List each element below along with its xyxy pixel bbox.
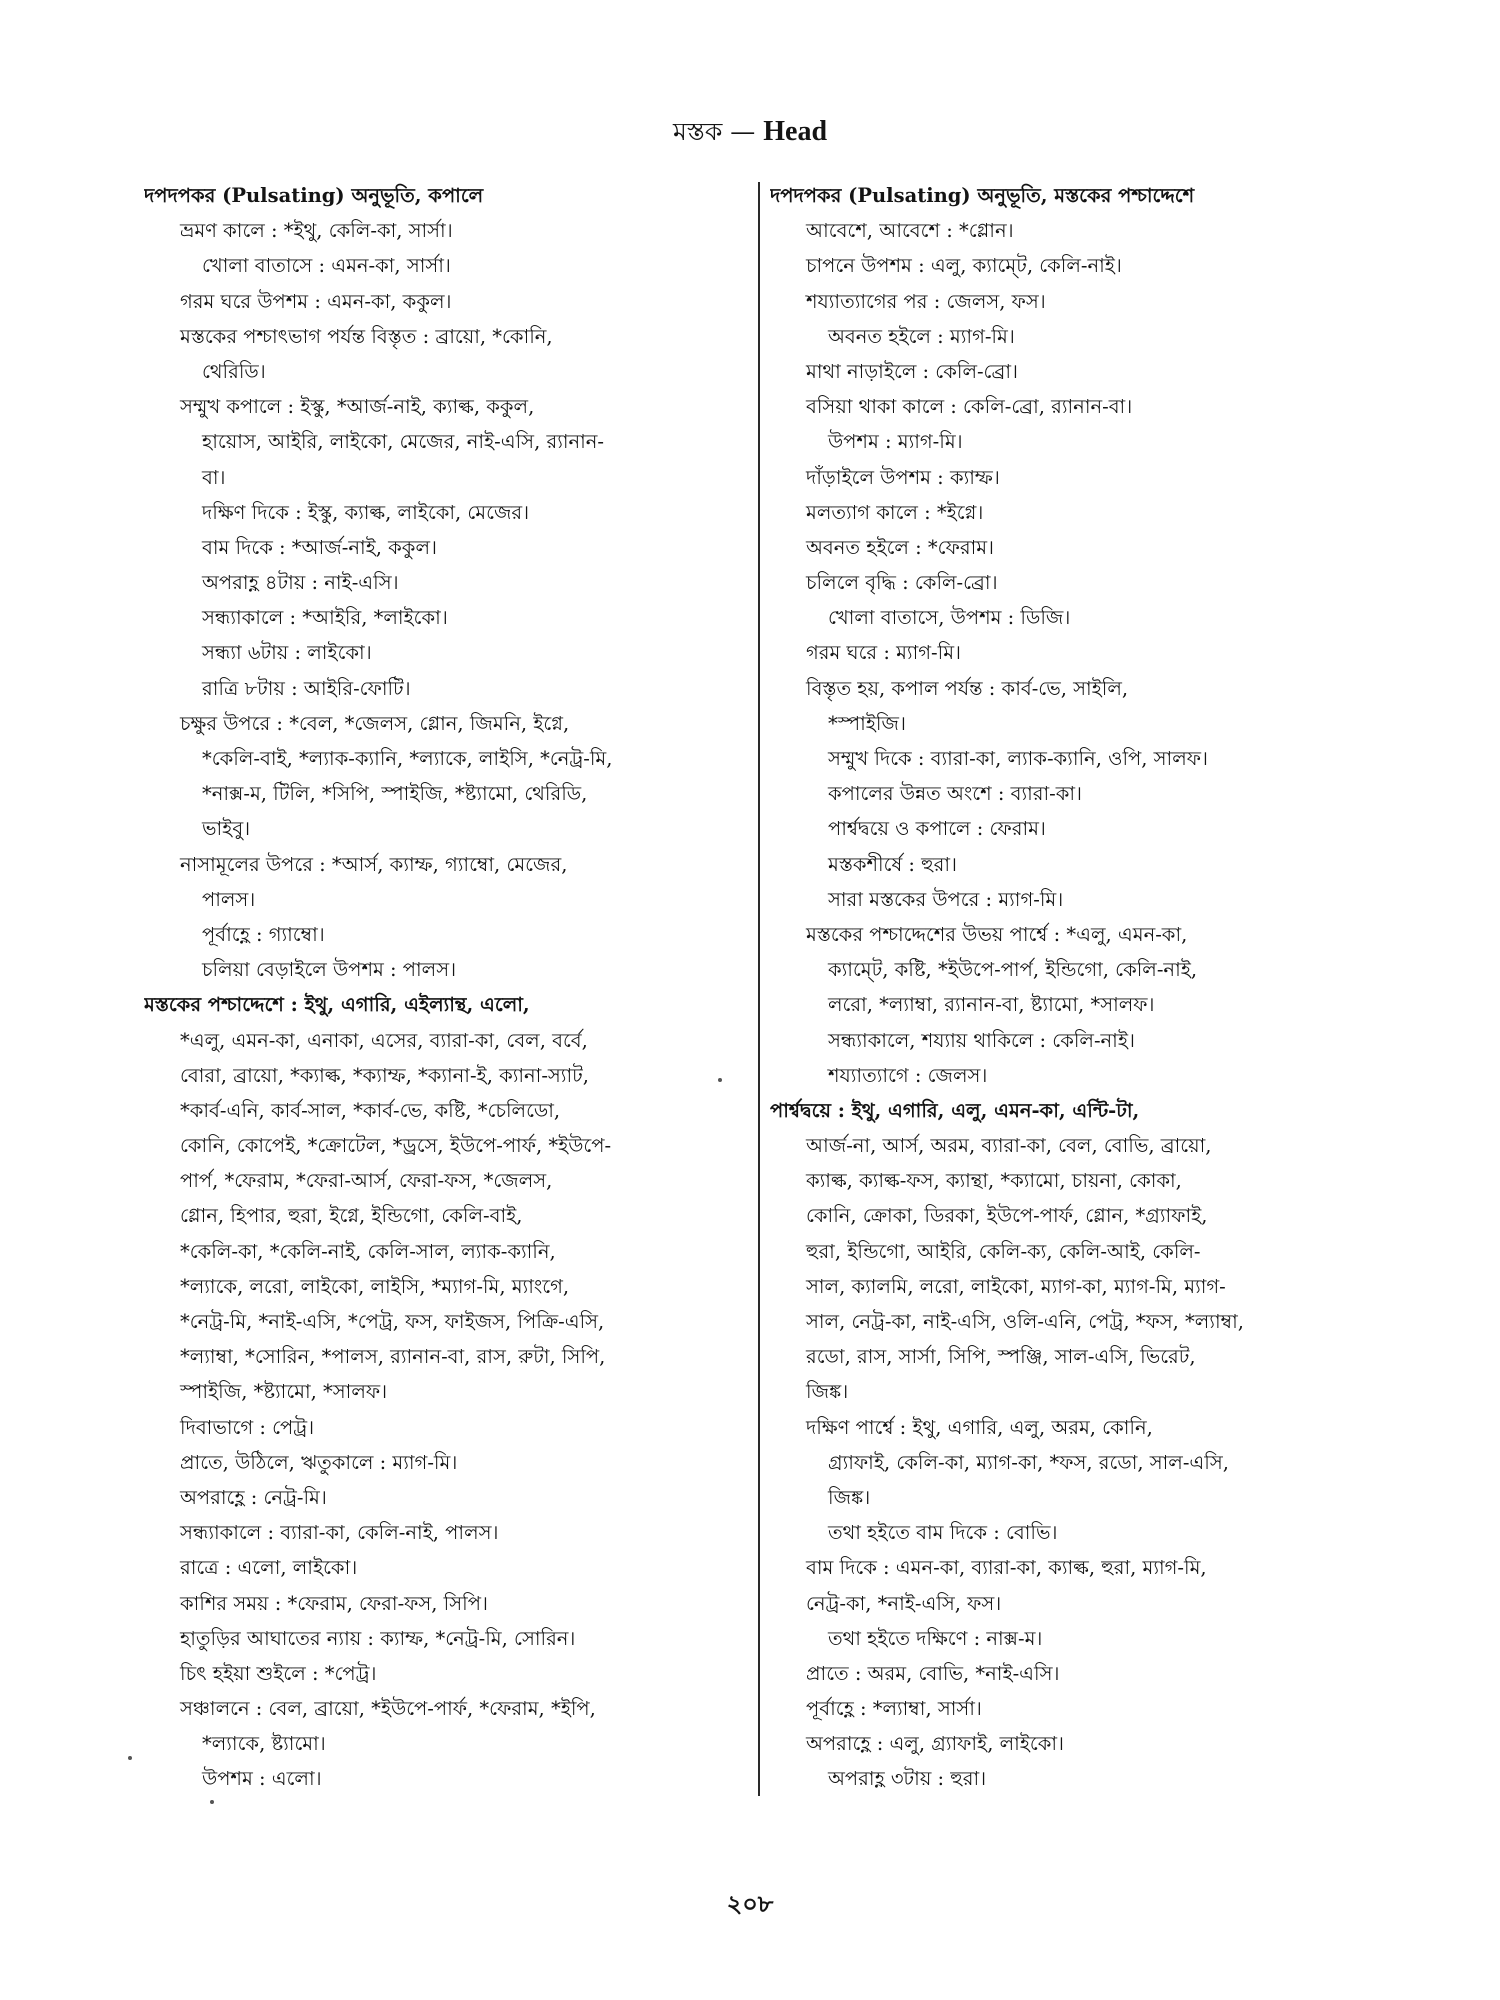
speck-mark xyxy=(128,1756,132,1760)
entry-line: মস্তকের পশ্চাদ্দেশের উভয় পার্শ্বে : *এলু, এমন-কা, xyxy=(806,922,1188,946)
entry-line: অবনত হইলে : *ফেরাম। xyxy=(806,535,995,559)
entry-line: *কেলি-কা, *কেলি-নাই, কেলি-সাল, ল্যাক-ক্যানি, xyxy=(180,1239,556,1263)
speck-mark xyxy=(718,1078,722,1082)
header-english: Head xyxy=(763,116,828,147)
entry-line: প্রাতে : অরম, বোভি, *নাই-এসি। xyxy=(806,1661,1060,1685)
entry-line: গরম ঘরে উপশম : এমন-কা, ককুল। xyxy=(180,289,452,313)
entry-line: দিবাভাগে : পেট্র। xyxy=(180,1415,315,1439)
entry-line: অবনত হইলে : ম্যাগ-মি। xyxy=(828,324,1015,348)
entry-line: বসিয়া থাকা কালে : কেলি-ব্রো, র‍্যানান-বা। xyxy=(806,395,1133,419)
header-separator: — xyxy=(722,117,764,146)
entry-line: সঞ্চালনে : বেল, ব্রায়ো, *ইউপে-পার্ফ, *ফেরাম, *ইপি, xyxy=(180,1697,596,1721)
entry-line: দাঁড়াইলে উপশম : ক্যাম্ফ। xyxy=(806,465,1000,489)
column-divider xyxy=(758,182,760,1796)
entry-line: সন্ধ্যাকালে, শয্যায় থাকিলে : কেলি-নাই। xyxy=(828,1028,1135,1052)
entry-line: অপরাহ্ণ ৩টায় : হুরা। xyxy=(828,1767,987,1791)
entry-line: রাত্রি ৮টায় : আইরি-ফোটি। xyxy=(202,676,411,700)
entry-line: রাত্রে : এলো, লাইকো। xyxy=(180,1556,358,1580)
entry-line: জিঙ্ক। xyxy=(806,1380,849,1404)
entry-line: রডো, রাস, সার্সা, সিপি, স্পঞ্জি, সাল-এসি, ভিরেট, xyxy=(806,1345,1196,1369)
entry-line: বাম দিকে : এমন-কা, ব্যারা-কা, ক্যাল্ক, হুরা, ম্যাগ-মি, xyxy=(806,1556,1207,1580)
entry-line: *স্পাইজি। xyxy=(828,711,906,735)
entry-line: *ল্যাকে, লরো, লাইকো, লাইসি, *ম্যাগ-মি, ম্যাংগে, xyxy=(180,1274,570,1298)
page-number: ২০৮ xyxy=(726,1889,774,1918)
entry-line: বোরা, ব্রায়ো, *ক্যাল্ক, *ক্যাম্ফ, *ক্যানা-ই, ক্যানা-স্যাট, xyxy=(180,1063,589,1087)
entry-line: সাল, নেট্র-কা, নাই-এসি, ওলি-এনি, পেট্র, *ফস, *ল্যাম্বা, xyxy=(806,1310,1244,1333)
entry-line: *এলু, এমন-কা, এনাকা, এসের, ব্যারা-কা, বেল, বর্বে, xyxy=(180,1028,588,1052)
entry-line: হায়োস, আইরি, লাইকো, মেজের, নাই-এসি, র‍্যানান- xyxy=(202,430,605,454)
entry-line: নেট্র-কা, *নাই-এসি, ফস। xyxy=(806,1591,1002,1615)
entry-line: চলিয়া বেড়াইলে উপশম : পালস। xyxy=(202,958,457,982)
entry-line: সম্মুখ কপালে : ইস্কু, *আর্জ-নাই, ক্যাল্ক, ককুল, xyxy=(180,395,535,419)
entry-line: হাতুড়ির আঘাতের ন্যায় : ক্যাম্ফ, *নেট্র-মি, সোরিন। xyxy=(180,1626,576,1650)
entry-line: পার্প, *ফেরাম, *ফেরা-আর্স, ফেরা-ফস, *জেলস, xyxy=(180,1169,553,1193)
left-column xyxy=(144,178,756,1797)
entry-line: বা। xyxy=(202,465,226,489)
entry-line: জিঙ্ক। xyxy=(828,1485,871,1509)
entry-line: সন্ধ্যাকালে : *আইরি, *লাইকো। xyxy=(202,606,448,630)
entry-line: কপালের উন্নত অংশে : ব্যারা-কা। xyxy=(828,782,1083,806)
entry-line: *ল্যাম্বা, *সোরিন, *পালস, র‍্যানান-বা, রাস, রুটা, সিপি, xyxy=(180,1345,606,1369)
entry-line: *কার্ব-এনি, কার্ব-সাল, *কার্ব-ভে, কষ্টি, *চেলিডো, xyxy=(180,1098,561,1122)
entry-line: কাশির সময় : *ফেরাম, ফেরা-ফস, সিপি। xyxy=(180,1591,488,1615)
entry-line: ক্যাম্টে, কষ্টি, *ইউপে-পার্প, ইন্ডিগো, কেলি-নাই, xyxy=(828,958,1198,982)
entry-line: ভাইবু। xyxy=(202,817,251,841)
entry-line: ক্যাল্ক, ক্যাল্ক-ফস, ক্যান্থা, *ক্যামো, চায়না, কোকা, xyxy=(806,1169,1182,1193)
entry-line: পালস। xyxy=(202,887,256,911)
entry-line: সাল, ক্যালমি, লরো, লাইকো, ম্যাগ-কা, ম্যাগ-মি, ম্যাগ- xyxy=(806,1274,1226,1298)
entry-heading: দপদপকর (Pulsating) অনুভূতি, কপালে xyxy=(144,184,484,207)
entry-line: *কেলি-বাই, *ল্যাক-ক্যানি, *ল্যাকে, লাইসি, *নেট্র-মি, xyxy=(202,747,613,770)
entry-line: শয্যাত্যাগের পর : জেলস, ফস। xyxy=(806,289,1046,313)
entry-line: চিৎ হইয়া শুইলে : *পেট্র। xyxy=(180,1661,377,1685)
entry-line: চাপনে উপশম : এলু, ক্যাম্টে, কেলি-নাই। xyxy=(806,254,1122,278)
entry-line: সম্মুখ দিকে : ব্যারা-কা, ল্যাক-ক্যানি, ওপি, সালফ। xyxy=(828,747,1208,770)
entry-line: দক্ষিণ পার্শ্বে : ইথু, এগারি, এলু, অরম, কোনি, xyxy=(806,1415,1153,1439)
entry-line: পূর্বাহ্ণে : গ্যাম্বো। xyxy=(202,922,325,946)
entry-line: গরম ঘরে : ম্যাগ-মি। xyxy=(806,641,961,665)
entry-line: থেরিডি। xyxy=(202,359,266,383)
entry-heading: পার্শ্বদ্বয়ে : ইথু, এগারি, এলু, এমন-কা, এন্টি-টা, xyxy=(770,1098,1140,1122)
right-column xyxy=(770,178,1390,1797)
entry-line: স্পাইজি, *ষ্ট্যামো, *সালফ। xyxy=(180,1380,388,1404)
entry-line: হুরা, ইন্ডিগো, আইরি, কেলি-ক্য, কেলি-আই, কেলি- xyxy=(806,1239,1201,1263)
entry-line: কোনি, ক্রোকা, ডিরকা, ইউপে-পার্ফ, গ্লোন, *গ্র্যাফাই, xyxy=(806,1204,1208,1228)
page-header xyxy=(0,112,1500,155)
entry-heading: মস্তকের পশ্চাদ্দেশে : ইথু, এগারি, এইল্যান্থ, এলো, xyxy=(144,993,530,1017)
entry-line: উপশম : ম্যাগ-মি। xyxy=(828,430,963,454)
entry-line: বিস্তৃত হয়, কপাল পর্যন্ত : কার্ব-ভে, সাইলি, xyxy=(806,676,1129,700)
entry-line: তথা হইতে বাম দিকে : বোভি। xyxy=(828,1521,1058,1545)
entry-line: সারা মস্তকের উপরে : ম্যাগ-মি। xyxy=(828,887,1064,911)
entry-line: মস্তকের পশ্চাৎভাগ পর্যন্ত বিস্তৃত : ব্রায়ো, *কোনি, xyxy=(180,324,553,348)
entry-line: *ল্যাকে, ষ্ট্যামো। xyxy=(202,1732,326,1756)
entry-line: পূর্বাহ্ণে : *ল্যাম্বা, সার্সা। xyxy=(806,1697,982,1721)
entry-line: আবেশে, আবেশে : *গ্লোন। xyxy=(806,219,1014,243)
entry-line: পার্শ্বদ্বয়ে ও কপালে : ফেরাম। xyxy=(828,817,1046,841)
entry-line: চক্ষুর উপরে : *বেল, *জেলস, গ্লোন, জিমনি, ইগ্নে, xyxy=(180,711,570,735)
entry-line: ভ্রমণ কালে : *ইথু, কেলি-কা, সার্সা। xyxy=(180,219,453,243)
entry-line: খোলা বাতাসে, উপশম : ডিজি। xyxy=(828,606,1071,630)
entry-line: আর্জ-না, আর্স, অরম, ব্যারা-কা, বেল, বোভি, ব্রায়ো, xyxy=(806,1134,1212,1158)
entry-line: অপরাহ্ণে : এলু, গ্র্যাফাই, লাইকো। xyxy=(806,1732,1065,1756)
entry-line: কোনি, কোপেই, *ক্রোটেল, *ড্রসে, ইউপে-পার্ফ, *ইউপে- xyxy=(180,1134,612,1158)
entry-line: লরো, *ল্যাম্বা, র‍্যানান-বা, ষ্ট্যামো, *সালফ। xyxy=(828,993,1155,1017)
entry-line: শয্যাত্যাগে : জেলস। xyxy=(828,1063,988,1087)
header-bengali: মস্তক xyxy=(672,117,723,146)
entry-line: তথা হইতে দক্ষিণে : নাক্স-ম। xyxy=(828,1626,1043,1650)
entry-line: মস্তকশীর্ষে : হুরা। xyxy=(828,852,957,876)
entry-line: চলিলে বৃদ্ধি : কেলি-ব্রো। xyxy=(806,571,998,595)
entry-line: অপরাহ্ণ ৪টায় : নাই-এসি। xyxy=(202,571,399,595)
entry-line: *নাক্স-ম, টিলি, *সিপি, স্পাইজি, *ষ্ট্যামো, থেরিডি, xyxy=(202,782,588,806)
entry-line: মলত্যাগ কালে : *ইগ্নে। xyxy=(806,500,984,524)
entry-line: অপরাহ্ণে : নেট্র-মি। xyxy=(180,1485,327,1509)
entry-line: প্রাতে, উঠিলে, ঋতুকালে : ম্যাগ-মি। xyxy=(180,1450,458,1474)
entry-line: গ্র্যাফাই, কেলি-কা, ম্যাগ-কা, *ফস, রডো, সাল-এসি, xyxy=(828,1450,1229,1474)
entry-line: মাথা নাড়াইলে : কেলি-ব্রো। xyxy=(806,359,1018,383)
entry-line: নাসামূলের উপরে : *আর্স, ক্যাম্ফ, গ্যাম্বো, মেজের, xyxy=(180,852,568,876)
entry-line: খোলা বাতাসে : এমন-কা, সার্সা। xyxy=(202,254,451,278)
entry-line: গ্লোন, হিপার, হুরা, ইগ্নে, ইন্ডিগো, কেলি-বাই, xyxy=(180,1204,523,1228)
entry-line: *নেট্র-মি, *নাই-এসি, *পেট্র, ফস, ফাইজস, পিক্রি-এসি, xyxy=(180,1310,605,1333)
entry-line: সন্ধ্যা ৬টায় : লাইকো। xyxy=(202,641,372,665)
entry-line: উপশম : এলো। xyxy=(202,1767,322,1791)
entry-line: দক্ষিণ দিকে : ইস্কু, ক্যাল্ক, লাইকো, মেজের। xyxy=(202,500,530,524)
entry-line: বাম দিকে : *আর্জ-নাই, ককুল। xyxy=(202,535,437,559)
entry-line: সন্ধ্যাকালে : ব্যারা-কা, কেলি-নাই, পালস। xyxy=(180,1521,499,1545)
entry-heading: দপদপকর (Pulsating) অনুভূতি, মস্তকের পশ্চাদ্দেশে xyxy=(770,184,1195,207)
speck-mark xyxy=(210,1800,214,1804)
